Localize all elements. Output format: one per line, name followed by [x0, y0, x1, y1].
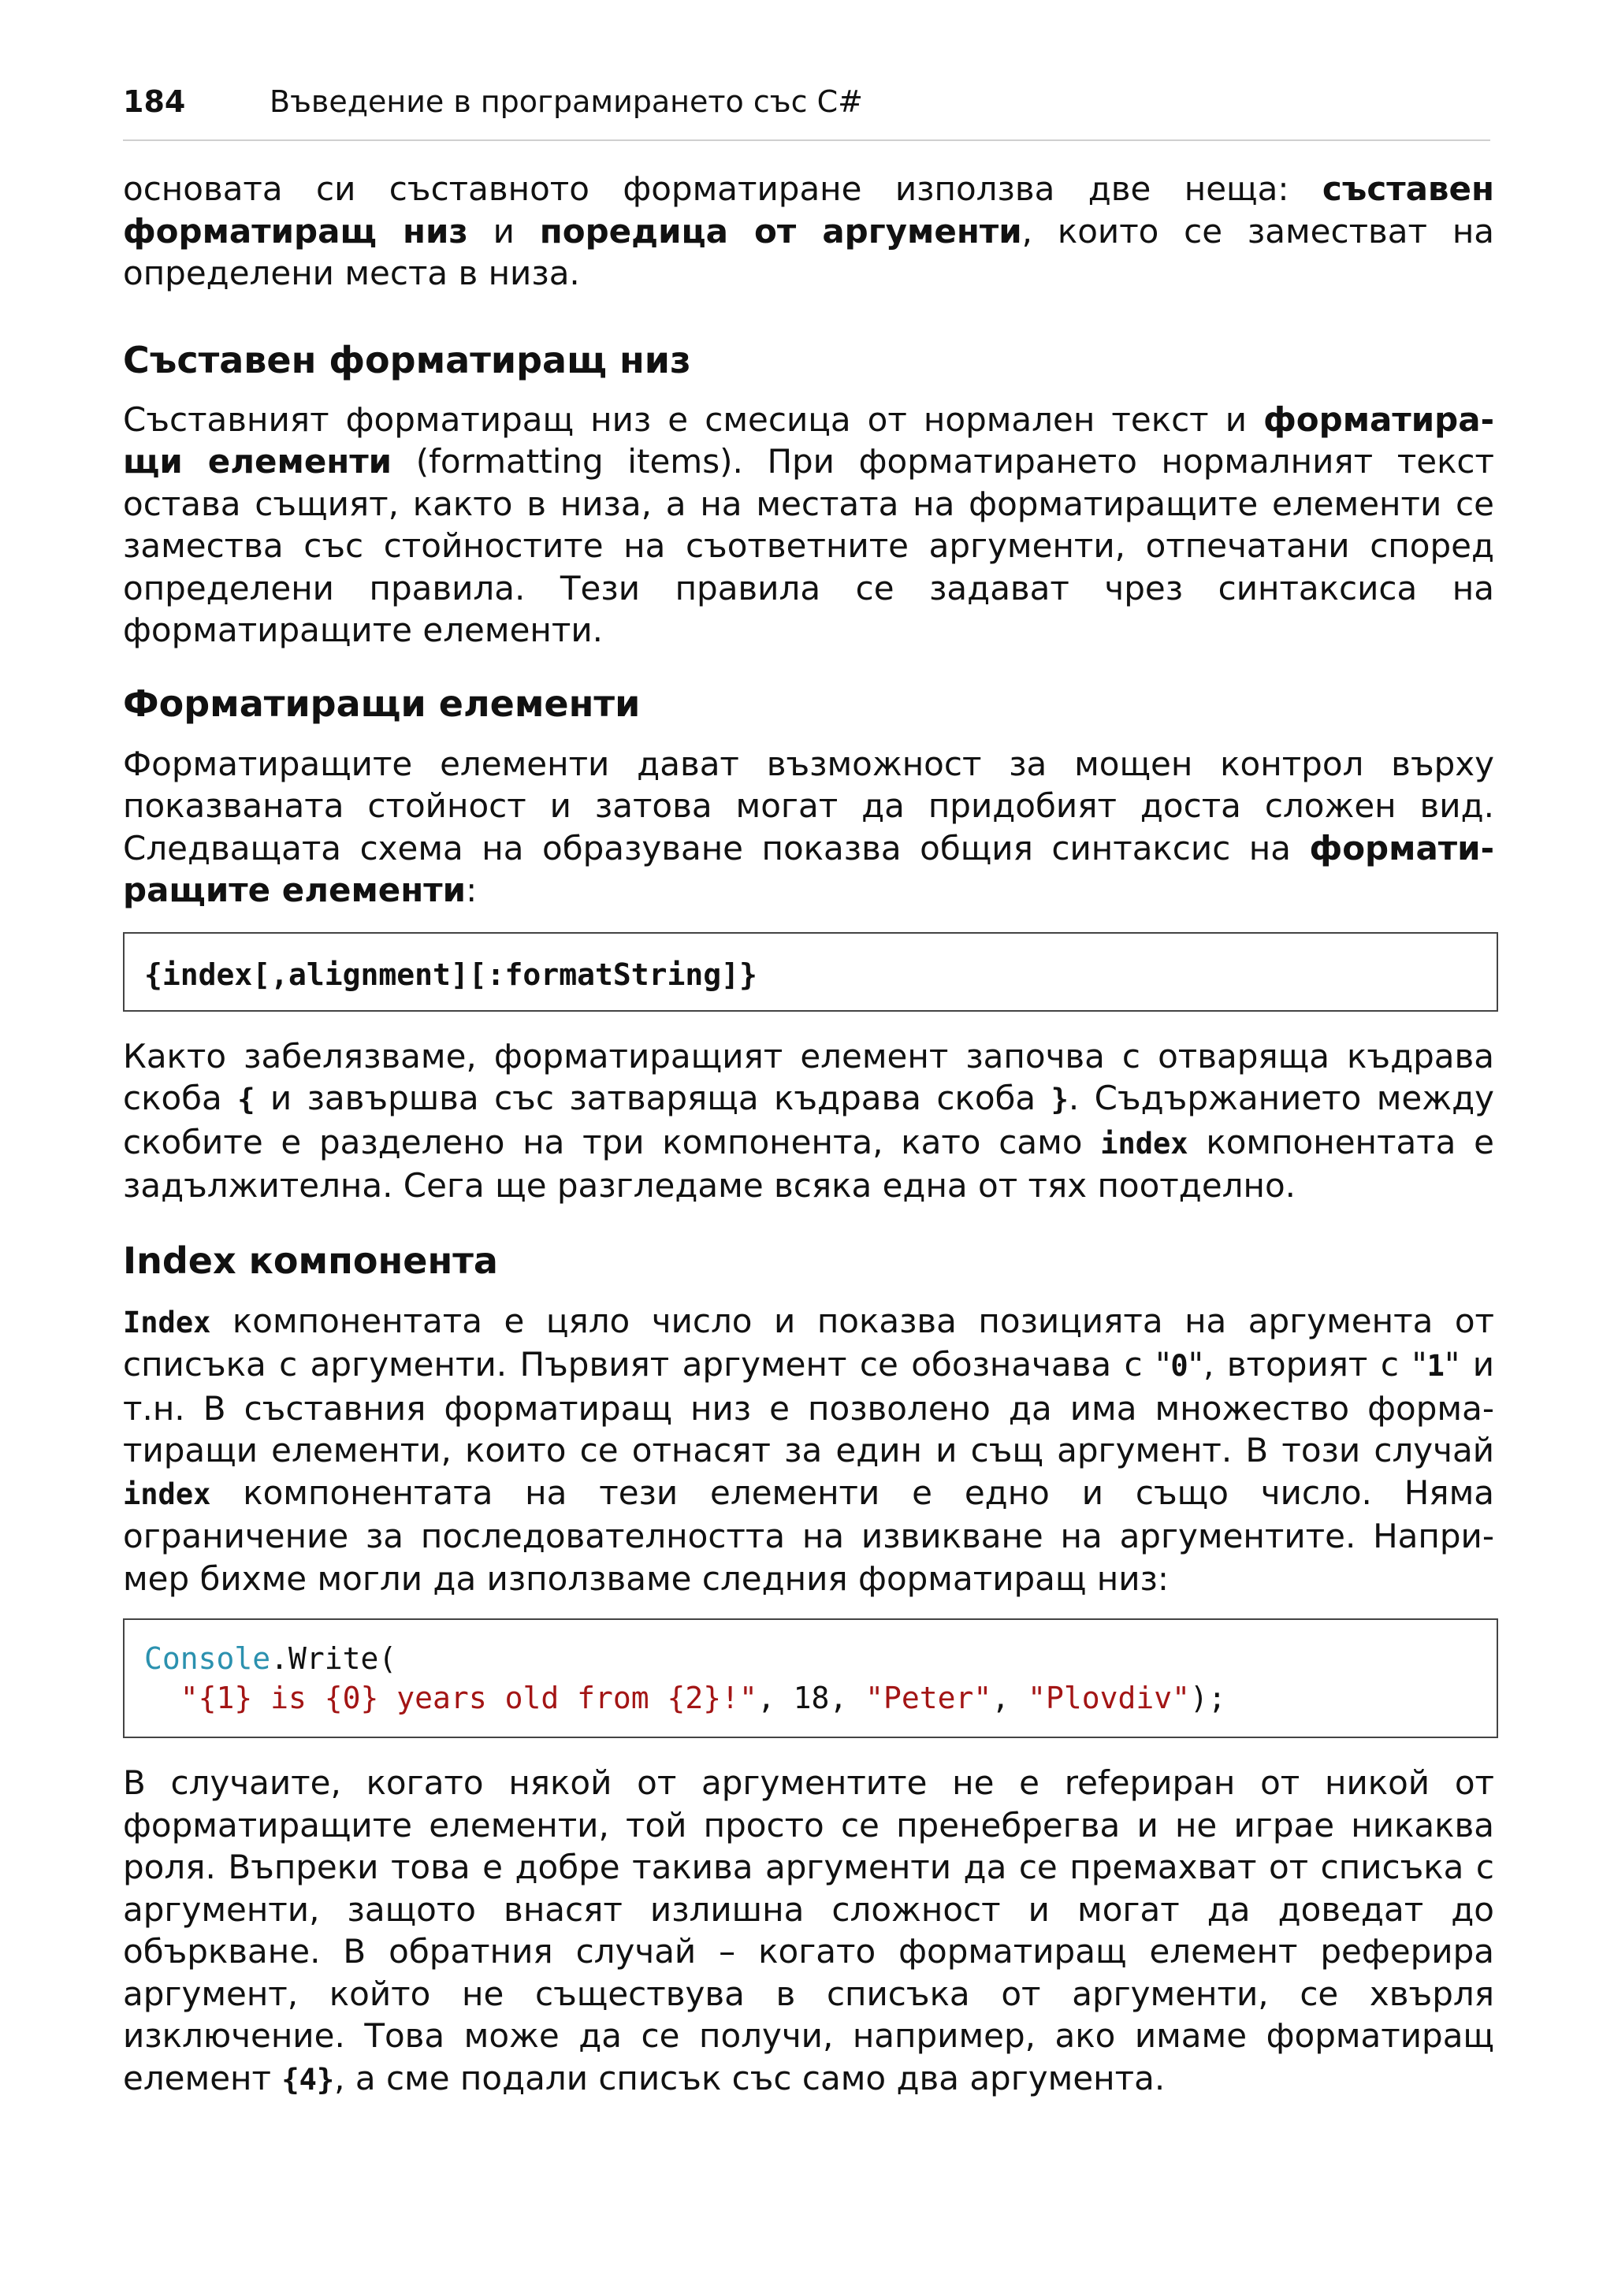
text-run: (formatting items). При форматирането нормалният текст остава същият, както в низа, а на местата на форматиращите елементи се замества със стойностите на съответните аргументи, отпечатани според определени правила. Тези правила се задават чрез синтаксиса на форматиращите елементи. — [123, 442, 1494, 649]
code-class-name: Console — [144, 1641, 271, 1676]
code-plain: ); — [1189, 1681, 1226, 1715]
inline-code: index — [123, 1477, 211, 1511]
inline-code: {4} — [281, 2062, 335, 2097]
code-string: "{1} is {0} years old from {2}!" — [180, 1681, 757, 1715]
text-run: Както забелязваме, форматиращият елемент започва с отваряща къдрава скоба — [123, 1036, 1494, 1117]
text-run: : — [466, 871, 478, 909]
section-paragraph — [123, 743, 1494, 912]
section-paragraph — [123, 399, 1494, 652]
code-string: "Plovdiv" — [1028, 1681, 1190, 1715]
bold-term: формати-ращите елементи — [123, 828, 1494, 909]
page-number: 184 — [123, 84, 186, 119]
inline-code: { — [237, 1083, 255, 1116]
section-heading: Index компонента — [123, 1239, 498, 1282]
text-run: и — [467, 211, 540, 251]
code-string: "Peter" — [865, 1681, 992, 1715]
syntax-code-box — [123, 932, 1498, 1012]
page-header — [123, 81, 1490, 141]
inline-code: 0 — [1170, 1349, 1188, 1383]
text-run: компонентата е цяло число и показва позицията на аргумента от списъка с аргументи. Първият аргумент се обозначава с " — [123, 1301, 1494, 1384]
intro-paragraph — [123, 168, 1494, 295]
code-plain: , 18, — [757, 1681, 866, 1715]
code-method: .Write( — [270, 1641, 397, 1676]
code-indent — [144, 1681, 180, 1715]
bold-term: форматира-щи елементи — [123, 399, 1494, 481]
text-run: " и т.н. В съставния форматиращ низ е позволено да има множество форма-тиращи елементи, които се отнасят за един и същ аргумент. В този случай — [123, 1345, 1495, 1469]
bold-term: съставен форматиращ низ — [123, 169, 1494, 251]
section-paragraph — [123, 1300, 1494, 1600]
text-run: В случаите, когато някой от аргументите не е refериран от никой от форматиращите елементи, той просто се пренебрегва и не играе никаква роля. Въпреки това е добре такива аргументи да се премахват от списъка с аргументи, защото внасят излишна сложност и могат да доведат до объркване. В обратния случай – когато форматиращ елемент реферира аргумент, който не съществува в списъка от аргументи, се хвърля изключение. Това може да се получи, например, ако имаме форматиращ елемент — [123, 1763, 1494, 2097]
text-run: компонентата на тези елементи е едно и също число. Няма ограничение за последователността на извикване на аргументите. Напри-мер бихме могли да използваме следния форматиращ низ: — [123, 1473, 1494, 1598]
text-run: основата си съставното форматиране използва две неща: — [123, 169, 1322, 208]
code-plain: , — [991, 1681, 1028, 1715]
syntax-code: {index[,alignment][:formatString]} — [144, 957, 757, 992]
text-run: Съставният форматиращ низ е смесица от нормален текст и — [123, 399, 1264, 439]
text-run: . Съдържанието между скобите е разделено на три компонента, като само — [123, 1079, 1495, 1161]
bold-term: поредица от аргументи — [539, 211, 1022, 251]
running-title: Въведение в програмирането със C# — [270, 84, 863, 119]
inline-code: } — [1051, 1083, 1069, 1116]
text-run: ", вторият с " — [1188, 1345, 1427, 1384]
inline-code: Index — [123, 1305, 211, 1339]
example-code-box — [123, 1618, 1498, 1738]
section-heading: Съставен форматиращ низ — [123, 338, 691, 381]
section-heading: Форматиращи елементи — [123, 682, 641, 725]
text-run: и завършва със затваряща къдрава скоба — [255, 1079, 1051, 1117]
text-run: , които се заместват на определени места в низа. — [123, 211, 1495, 292]
inline-code: index — [1100, 1126, 1188, 1161]
inline-code: 1 — [1426, 1349, 1445, 1383]
section-paragraph — [123, 1035, 1494, 1207]
text-run: Форматиращите елементи дават възможност за мощен контрол върху показваната стойност и затова могат да придобият доста сложен вид. Следващата схема на образуване показва общия синтаксис на — [123, 744, 1494, 868]
section-paragraph — [123, 1762, 1494, 2101]
text-run: , а сме подали списък със само два аргумента. — [334, 2058, 1166, 2097]
text-run: компонентата е задължителна. Сега ще разгледаме всяка една от тях поотделно. — [123, 1122, 1494, 1205]
page-content — [123, 168, 1494, 2101]
